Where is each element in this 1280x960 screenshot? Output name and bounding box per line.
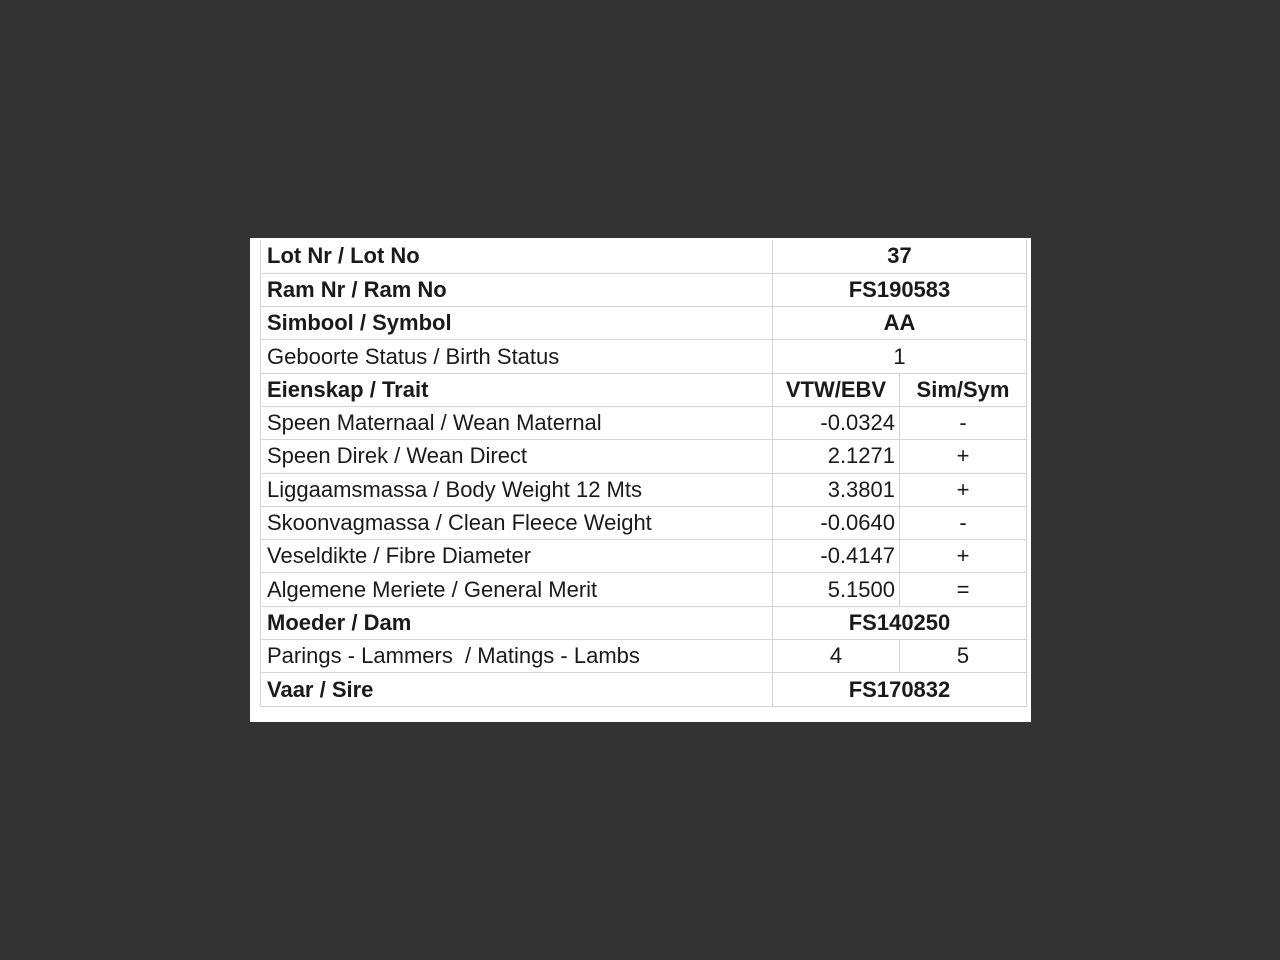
- lambs-count: 5: [900, 640, 1027, 673]
- trait-label: Liggaamsmassa / Body Weight 12 Mts: [261, 473, 773, 506]
- matings-label: Parings - Lammers / Matings - Lambs: [261, 640, 773, 673]
- trait-sym: +: [900, 440, 1027, 473]
- table-row-trait-header: [261, 373, 1027, 406]
- ram-no-value: FS190583: [773, 273, 1027, 306]
- trait-label: Speen Direk / Wean Direct: [261, 440, 773, 473]
- trait-ebv: -0.4147: [773, 540, 900, 573]
- matings-count: 4: [773, 640, 900, 673]
- table-row-trait: [261, 506, 1027, 539]
- table-row-symbol: [261, 307, 1027, 340]
- table-row-trait: [261, 440, 1027, 473]
- lot-details-table: [260, 240, 1027, 707]
- table-row-dam: [261, 606, 1027, 639]
- trait-sym: -: [900, 506, 1027, 539]
- lot-no-value: 37: [773, 240, 1027, 273]
- table-row-trait: [261, 473, 1027, 506]
- trait-ebv: -0.0324: [773, 406, 900, 439]
- lot-no-label: Lot Nr / Lot No: [261, 240, 773, 273]
- birth-status-label: Geboorte Status / Birth Status: [261, 340, 773, 373]
- dam-value: FS140250: [773, 606, 1027, 639]
- trait-ebv: -0.0640: [773, 506, 900, 539]
- sire-label: Vaar / Sire: [261, 673, 773, 706]
- ebv-header: VTW/EBV: [773, 373, 900, 406]
- sym-header: Sim/Sym: [900, 373, 1027, 406]
- lot-card: [250, 238, 1031, 722]
- table-row-trait: [261, 406, 1027, 439]
- birth-status-value: 1: [773, 340, 1027, 373]
- trait-header-label: Eienskap / Trait: [261, 373, 773, 406]
- trait-ebv: 5.1500: [773, 573, 900, 606]
- trait-sym: +: [900, 540, 1027, 573]
- trait-label: Veseldikte / Fibre Diameter: [261, 540, 773, 573]
- trait-sym: -: [900, 406, 1027, 439]
- trait-ebv: 2.1271: [773, 440, 900, 473]
- trait-label: Algemene Meriete / General Merit: [261, 573, 773, 606]
- trait-sym: =: [900, 573, 1027, 606]
- symbol-label: Simbool / Symbol: [261, 307, 773, 340]
- dam-label: Moeder / Dam: [261, 606, 773, 639]
- trait-label: Speen Maternaal / Wean Maternal: [261, 406, 773, 439]
- ram-no-label: Ram Nr / Ram No: [261, 273, 773, 306]
- table-row-birth-status: [261, 340, 1027, 373]
- trait-sym: +: [900, 473, 1027, 506]
- trait-ebv: 3.3801: [773, 473, 900, 506]
- table-row-trait: [261, 573, 1027, 606]
- table-row-trait: [261, 540, 1027, 573]
- table-row-lot-no: [261, 240, 1027, 273]
- table-row-sire: [261, 673, 1027, 706]
- table-row-matings: [261, 640, 1027, 673]
- symbol-value: AA: [773, 307, 1027, 340]
- table-row-ram-no: [261, 273, 1027, 306]
- sire-value: FS170832: [773, 673, 1027, 706]
- trait-label: Skoonvagmassa / Clean Fleece Weight: [261, 506, 773, 539]
